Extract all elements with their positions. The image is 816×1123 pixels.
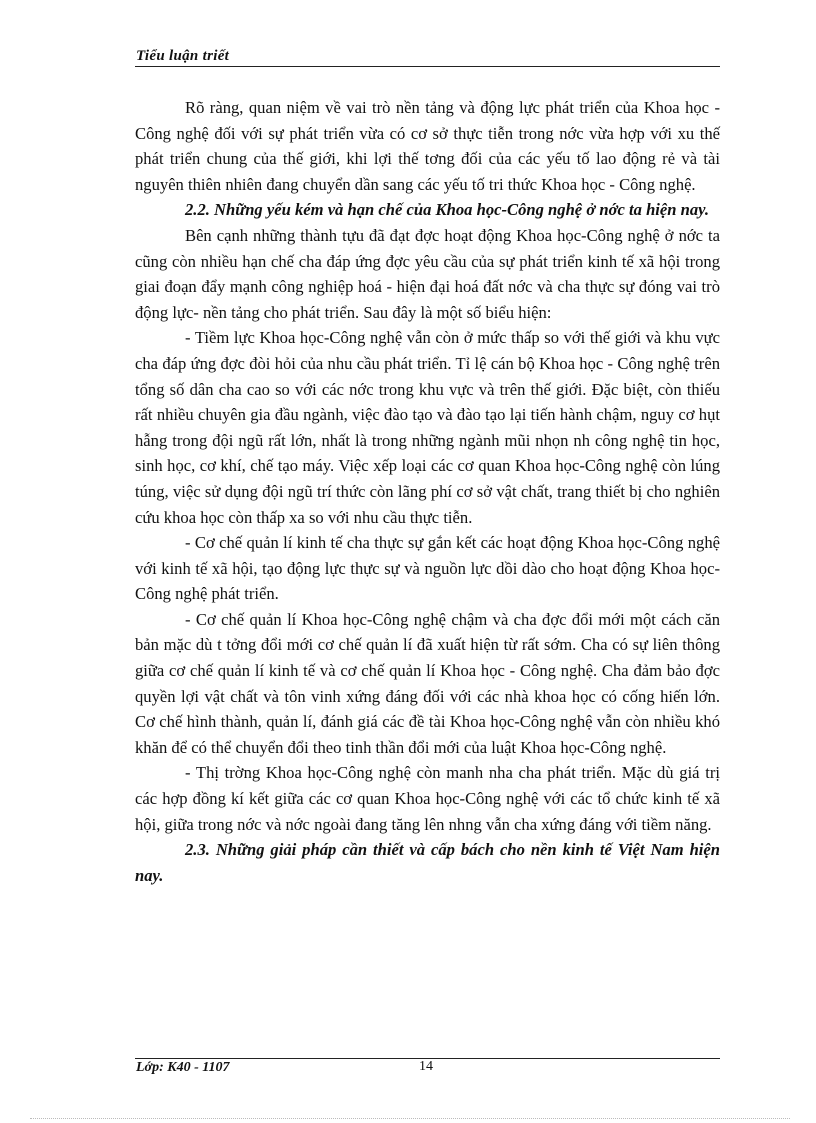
paragraph: - Tiềm lực Khoa học-Công nghệ vẫn còn ở mức thấp so với thế giới và khu vực cha đáp ứng đợc đòi hỏi của nhu cầu phát triển. Tỉ lệ cán bộ Khoa học - Công nghệ trên tổng số dân cha cao so với các nớc trong khu vực và trên thế giới. Đặc biệt, còn thiếu rất nhiều chuyên gia đầu ngành, việc đào tạo và đào tạo lại tiến hành chậm, nguy cơ hụt hẫng trong đội ngũ rất lớn, nhất là trong những ngành mũi nhọn nh công nghệ tin học, sinh học, cơ khí, chế tạo máy. Việc xếp loại các cơ quan Khoa học-Công nghệ còn lúng túng, việc sử dụng đội ngũ trí thức còn lãng phí cơ sở vật chất, trang thiết bị cho nghiên cứu khoa học còn thấp xa so với nhu cầu thực tiễn. (135, 328, 720, 527)
footer-class-label: Lớp: K40 - 1107 (136, 1060, 230, 1075)
document-body (135, 95, 720, 888)
section-heading: 2.3. Những giải pháp cần thiết và cấp bách cho nền kinh tế Việt Nam hiện nay. (135, 840, 720, 885)
section-heading: 2.2. Những yếu kém và hạn chế của Khoa học-Công nghệ ở nớc ta hiện nay. (185, 200, 710, 220)
paragraph: - Cơ chế quản lí kinh tế cha thực sự gắn kết các hoạt động Khoa học-Công nghệ với kinh tế xã hội, tạo động lực thực sự và nguồn lực dồi dào cho hoạt động Khoa học-Công nghệ phát triển. (135, 533, 720, 604)
page-number: 14 (419, 1059, 433, 1074)
paragraph: Bên cạnh những thành tựu đã đạt đợc hoạt động Khoa học-Công nghệ ở nớc ta cũng còn nhiều hạn chế cha đáp ứng đợc yêu cầu của sự phát triển kinh tế xã hội trong giai đoạn đẩy mạnh công nghiệp hoá - hiện đại hoá đất nớc và cha thực sự đóng vai trò động lực- nền tảng cho phát triển. Sau đây là một số biểu hiện: (135, 225, 720, 322)
page-bottom-edge (30, 1118, 790, 1119)
page-header (135, 46, 720, 67)
paragraph: Rõ ràng, quan niệm về vai trò nền tảng và động lực phát triển của Khoa học - Công nghệ đối với sự phát triển vừa có cơ sở thực tiễn trong nớc vừa hợp với xu thế phát triển chung của thế giới, khi lợi thế tơng đối của các yếu tố lao động rẻ và tài nguyên thiên nhiên đang chuyển dần sang các yếu tố tri thức Khoa học - Công nghệ. (135, 98, 720, 194)
paragraph: - Cơ chế quản lí Khoa học-Công nghệ chậm và cha đợc đổi mới một cách căn bản mặc dù t tởng đổi mới cơ chế quản lí đã xuất hiện từ rất sớm. Cha có sự liên thông giữa cơ chế quản lí kinh tế và cơ chế quản lí Khoa học - Công nghệ. Cha đảm bảo đợc quyền lợi vật chất và tôn vinh xứng đáng đối với các nhà khoa học có cống hiến lớn. Cơ chế hình thành, quản lí, đánh giá các đề tài Khoa học-Công nghệ vẫn còn nhiều khó khăn để có thể chuyển đổi theo tinh thần đổi mới của luật Khoa học-Công nghệ. (135, 609, 720, 757)
paragraph: - Thị trờng Khoa học-Công nghệ còn manh nha cha phát triển. Mặc dù giá trị các hợp đồng kí kết giữa các cơ quan Khoa học-Công nghệ với các tổ chức kinh tế xã hội, giữa trong nớc và nớc ngoài đang tăng lên nhng vẫn cha xứng đáng với tiềm năng. (135, 763, 720, 834)
header-title: Tiểu luận triết (136, 48, 230, 64)
